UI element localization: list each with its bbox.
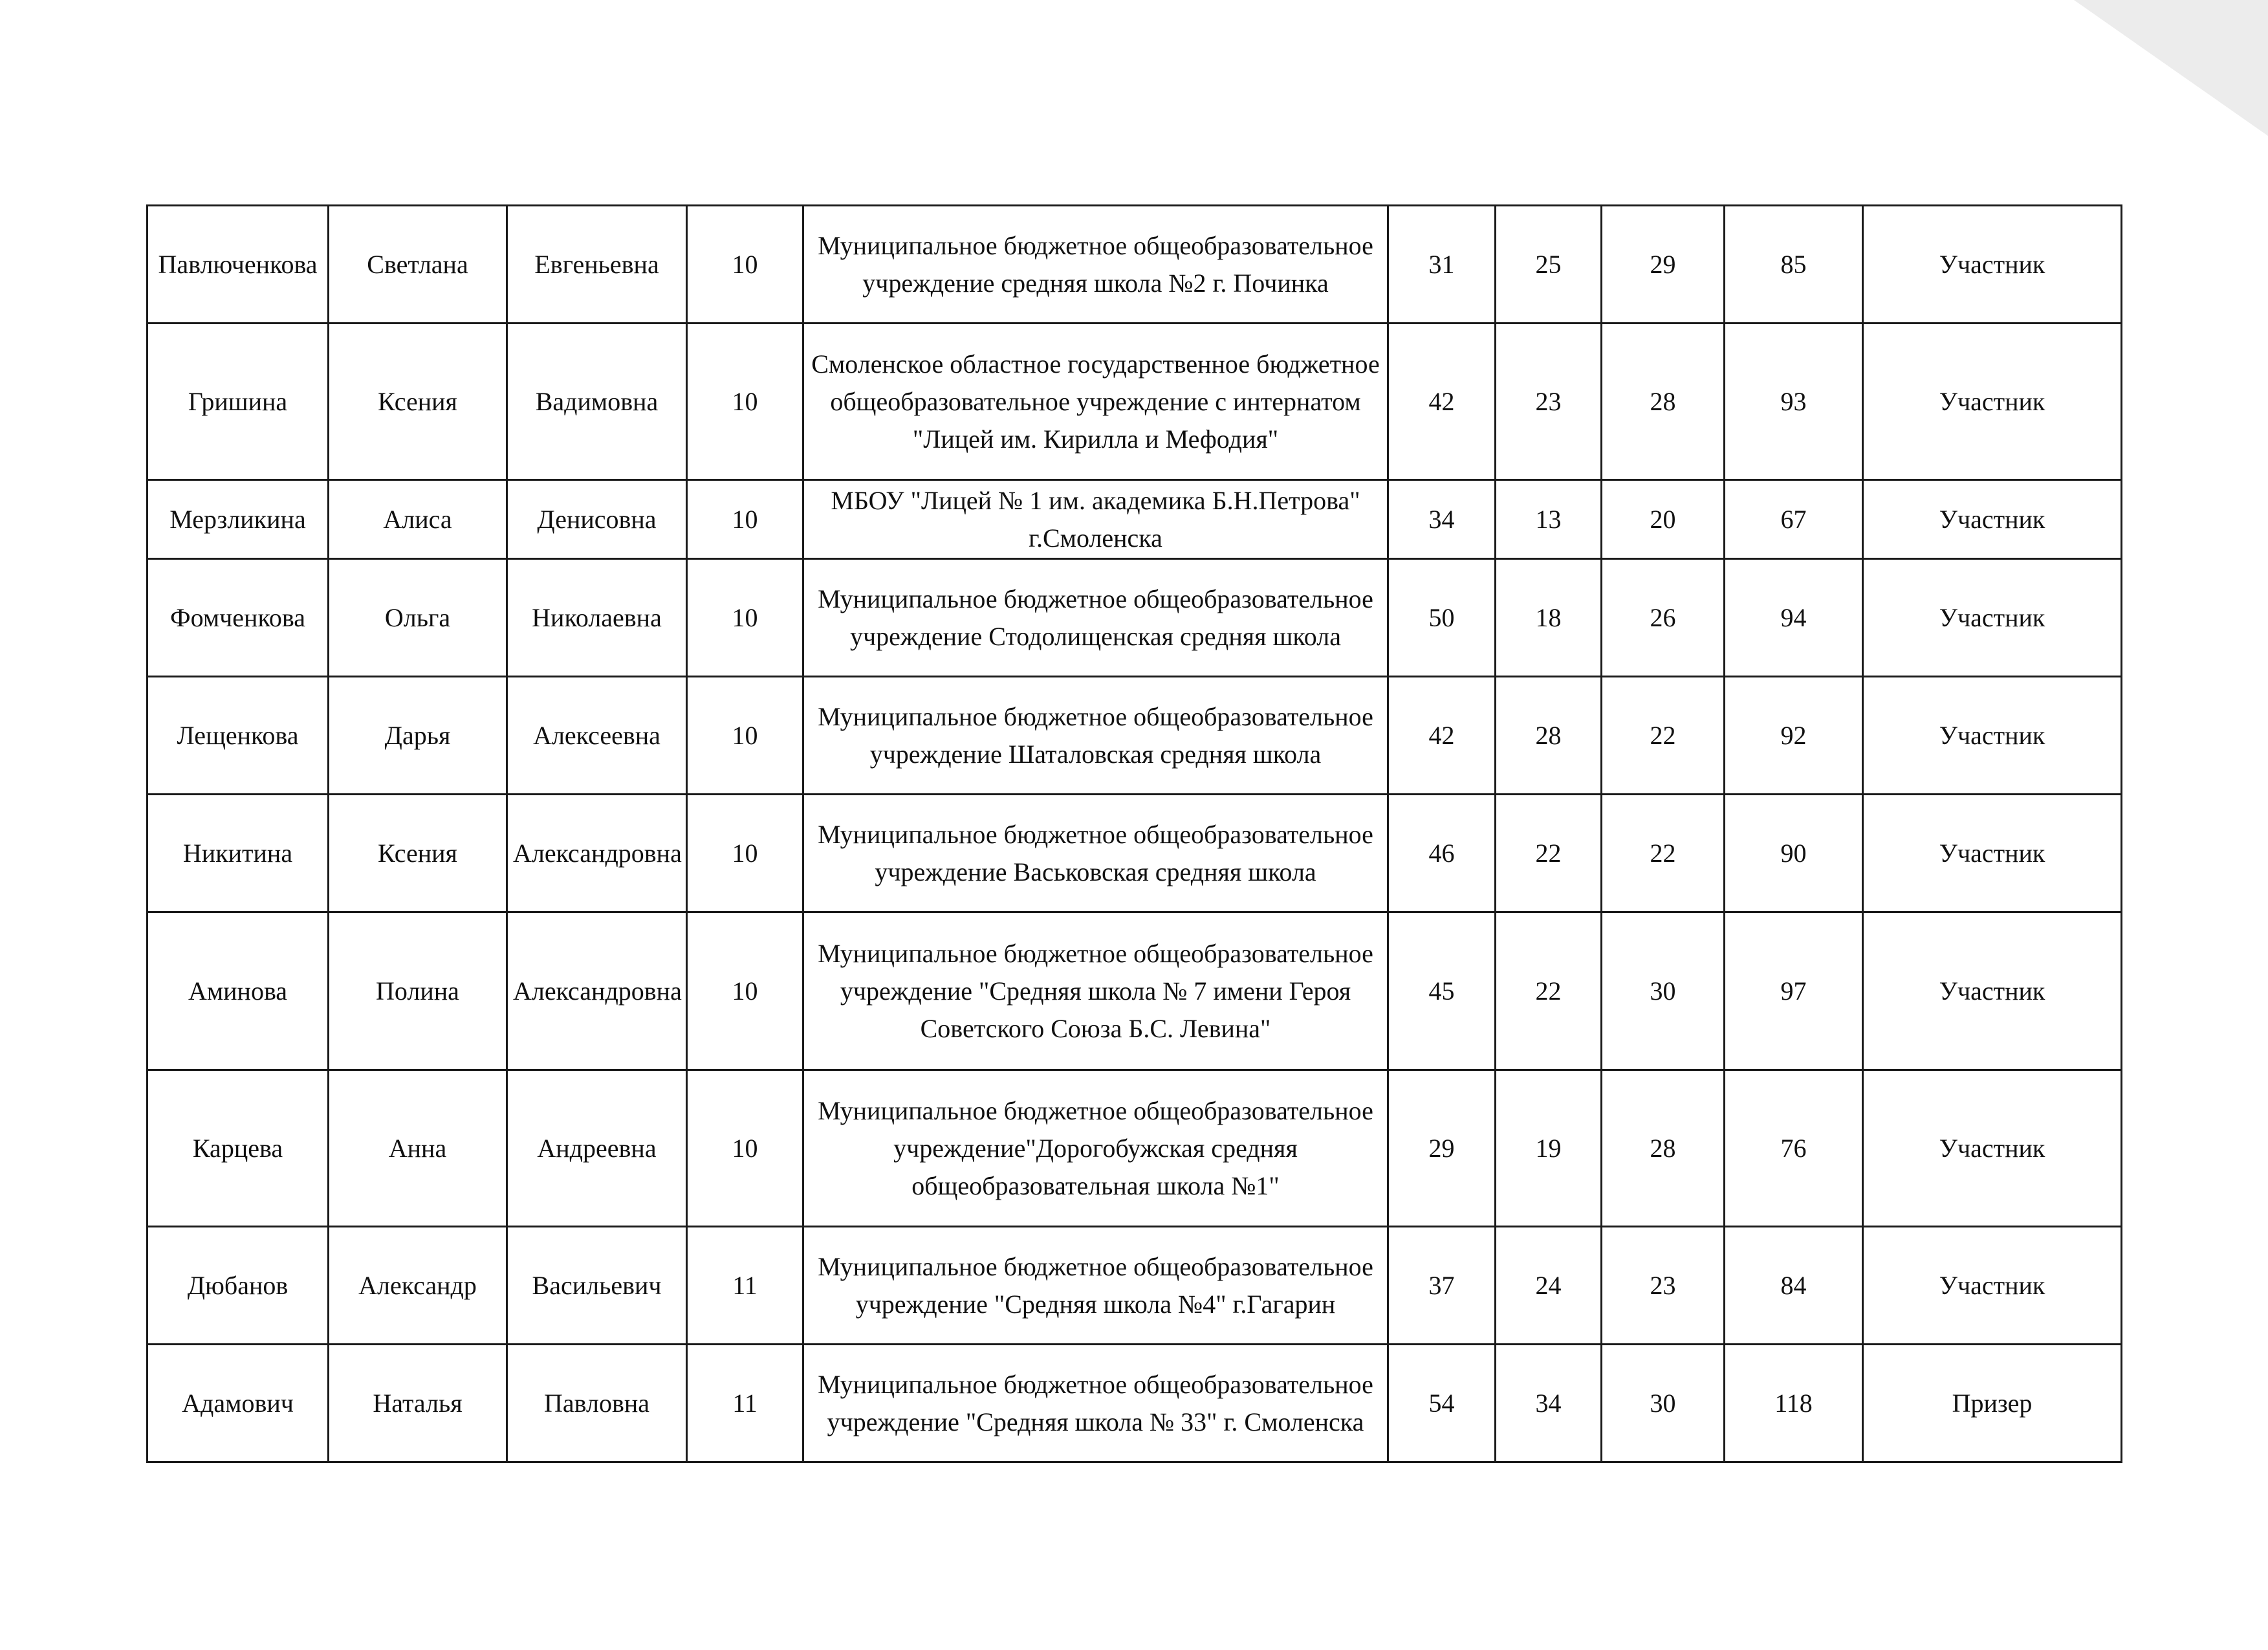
- total-score-cell: 94: [1725, 559, 1863, 677]
- grade-cell: 10: [687, 677, 803, 795]
- surname-cell: Фомченкова: [147, 559, 329, 677]
- school-cell: Муниципальное бюджетное общеобразовательное учреждение средняя школа №2 г. Починка: [803, 206, 1388, 324]
- score-2-cell: 19: [1496, 1070, 1602, 1227]
- table-row: [147, 559, 2122, 677]
- first-name-cell: Дарья: [329, 677, 507, 795]
- total-score-cell: 85: [1725, 206, 1863, 324]
- grade-cell: 10: [687, 324, 803, 480]
- first-name-cell: Наталья: [329, 1345, 507, 1462]
- results-table: [146, 204, 2122, 1463]
- table-row: [147, 912, 2122, 1070]
- table-row: [147, 1345, 2122, 1462]
- surname-cell: Дюбанов: [147, 1227, 329, 1345]
- table-row: [147, 795, 2122, 912]
- score-2-cell: 22: [1496, 795, 1602, 912]
- score-2-cell: 23: [1496, 324, 1602, 480]
- grade-cell: 10: [687, 795, 803, 912]
- patronymic-cell: Павловна: [507, 1345, 687, 1462]
- school-cell: Муниципальное бюджетное общеобразовательное учреждение "Средняя школа № 7 имени Героя Советского Союза Б.С. Левина": [803, 912, 1388, 1070]
- score-3-cell: 22: [1602, 795, 1725, 912]
- grade-cell: 10: [687, 559, 803, 677]
- total-score-cell: 84: [1725, 1227, 1863, 1345]
- grade-cell: 11: [687, 1227, 803, 1345]
- score-2-cell: 34: [1496, 1345, 1602, 1462]
- patronymic-cell: Денисовна: [507, 480, 687, 559]
- score-1-cell: 42: [1388, 324, 1496, 480]
- score-2-cell: 28: [1496, 677, 1602, 795]
- score-3-cell: 28: [1602, 324, 1725, 480]
- first-name-cell: Полина: [329, 912, 507, 1070]
- surname-cell: Лещенкова: [147, 677, 329, 795]
- school-cell: Муниципальное бюджетное общеобразовательное учреждение "Средняя школа № 33" г. Смоленска: [803, 1345, 1388, 1462]
- score-3-cell: 20: [1602, 480, 1725, 559]
- score-3-cell: 30: [1602, 912, 1725, 1070]
- surname-cell: Мерзликина: [147, 480, 329, 559]
- school-cell: Муниципальное бюджетное общеобразовательное учреждение Шаталовская средняя школа: [803, 677, 1388, 795]
- status-cell: Участник: [1863, 206, 2122, 324]
- table-row: [147, 1070, 2122, 1227]
- patronymic-cell: Алексеевна: [507, 677, 687, 795]
- score-3-cell: 30: [1602, 1345, 1725, 1462]
- total-score-cell: 90: [1725, 795, 1863, 912]
- table-row: [147, 480, 2122, 559]
- school-cell: Муниципальное бюджетное общеобразовательное учреждение Стодолищенская средняя школа: [803, 559, 1388, 677]
- status-cell: Участник: [1863, 677, 2122, 795]
- first-name-cell: Анна: [329, 1070, 507, 1227]
- total-score-cell: 118: [1725, 1345, 1863, 1462]
- status-cell: Участник: [1863, 480, 2122, 559]
- total-score-cell: 93: [1725, 324, 1863, 480]
- score-1-cell: 46: [1388, 795, 1496, 912]
- status-cell: Участник: [1863, 912, 2122, 1070]
- patronymic-cell: Николаевна: [507, 559, 687, 677]
- score-3-cell: 29: [1602, 206, 1725, 324]
- score-1-cell: 37: [1388, 1227, 1496, 1345]
- school-cell: МБОУ "Лицей № 1 им. академика Б.Н.Петрова" г.Смоленска: [803, 480, 1388, 559]
- score-1-cell: 54: [1388, 1345, 1496, 1462]
- surname-cell: Никитина: [147, 795, 329, 912]
- patronymic-cell: Вадимовна: [507, 324, 687, 480]
- total-score-cell: 92: [1725, 677, 1863, 795]
- score-2-cell: 18: [1496, 559, 1602, 677]
- status-cell: Участник: [1863, 324, 2122, 480]
- status-cell: Призер: [1863, 1345, 2122, 1462]
- grade-cell: 10: [687, 480, 803, 559]
- score-1-cell: 31: [1388, 206, 1496, 324]
- status-cell: Участник: [1863, 559, 2122, 677]
- total-score-cell: 67: [1725, 480, 1863, 559]
- first-name-cell: Алиса: [329, 480, 507, 559]
- school-cell: Муниципальное бюджетное общеобразовательное учреждение "Средняя школа №4" г.Гагарин: [803, 1227, 1388, 1345]
- school-cell: Муниципальное бюджетное общеобразовательное учреждение Васьковская средняя школа: [803, 795, 1388, 912]
- first-name-cell: Ксения: [329, 324, 507, 480]
- grade-cell: 10: [687, 912, 803, 1070]
- score-2-cell: 22: [1496, 912, 1602, 1070]
- patronymic-cell: Александровна: [507, 795, 687, 912]
- surname-cell: Гришина: [147, 324, 329, 480]
- school-cell: Муниципальное бюджетное общеобразовательное учреждение"Дорогобужская средняя общеобразовательная школа №1": [803, 1070, 1388, 1227]
- score-1-cell: 42: [1388, 677, 1496, 795]
- first-name-cell: Александр: [329, 1227, 507, 1345]
- score-3-cell: 28: [1602, 1070, 1725, 1227]
- score-3-cell: 26: [1602, 559, 1725, 677]
- score-1-cell: 34: [1388, 480, 1496, 559]
- patronymic-cell: Евгеньевна: [507, 206, 687, 324]
- patronymic-cell: Александровна: [507, 912, 687, 1070]
- status-cell: Участник: [1863, 795, 2122, 912]
- score-3-cell: 22: [1602, 677, 1725, 795]
- surname-cell: Карцева: [147, 1070, 329, 1227]
- table-row: [147, 206, 2122, 324]
- first-name-cell: Ольга: [329, 559, 507, 677]
- scanned-page-corner: [2074, 0, 2268, 136]
- total-score-cell: 76: [1725, 1070, 1863, 1227]
- results-sheet: [146, 204, 2122, 1463]
- grade-cell: 10: [687, 1070, 803, 1227]
- patronymic-cell: Васильевич: [507, 1227, 687, 1345]
- status-cell: Участник: [1863, 1070, 2122, 1227]
- status-cell: Участник: [1863, 1227, 2122, 1345]
- score-2-cell: 24: [1496, 1227, 1602, 1345]
- score-3-cell: 23: [1602, 1227, 1725, 1345]
- score-1-cell: 29: [1388, 1070, 1496, 1227]
- first-name-cell: Ксения: [329, 795, 507, 912]
- score-2-cell: 25: [1496, 206, 1602, 324]
- score-1-cell: 45: [1388, 912, 1496, 1070]
- total-score-cell: 97: [1725, 912, 1863, 1070]
- surname-cell: Адамович: [147, 1345, 329, 1462]
- score-1-cell: 50: [1388, 559, 1496, 677]
- grade-cell: 10: [687, 206, 803, 324]
- patronymic-cell: Андреевна: [507, 1070, 687, 1227]
- school-cell: Смоленское областное государственное бюджетное общеобразовательное учреждение с интернатом "Лицей им. Кирилла и Мефодия": [803, 324, 1388, 480]
- table-row: [147, 324, 2122, 480]
- first-name-cell: Светлана: [329, 206, 507, 324]
- table-row: [147, 1227, 2122, 1345]
- surname-cell: Аминова: [147, 912, 329, 1070]
- score-2-cell: 13: [1496, 480, 1602, 559]
- surname-cell: Павлюченкова: [147, 206, 329, 324]
- grade-cell: 11: [687, 1345, 803, 1462]
- table-row: [147, 677, 2122, 795]
